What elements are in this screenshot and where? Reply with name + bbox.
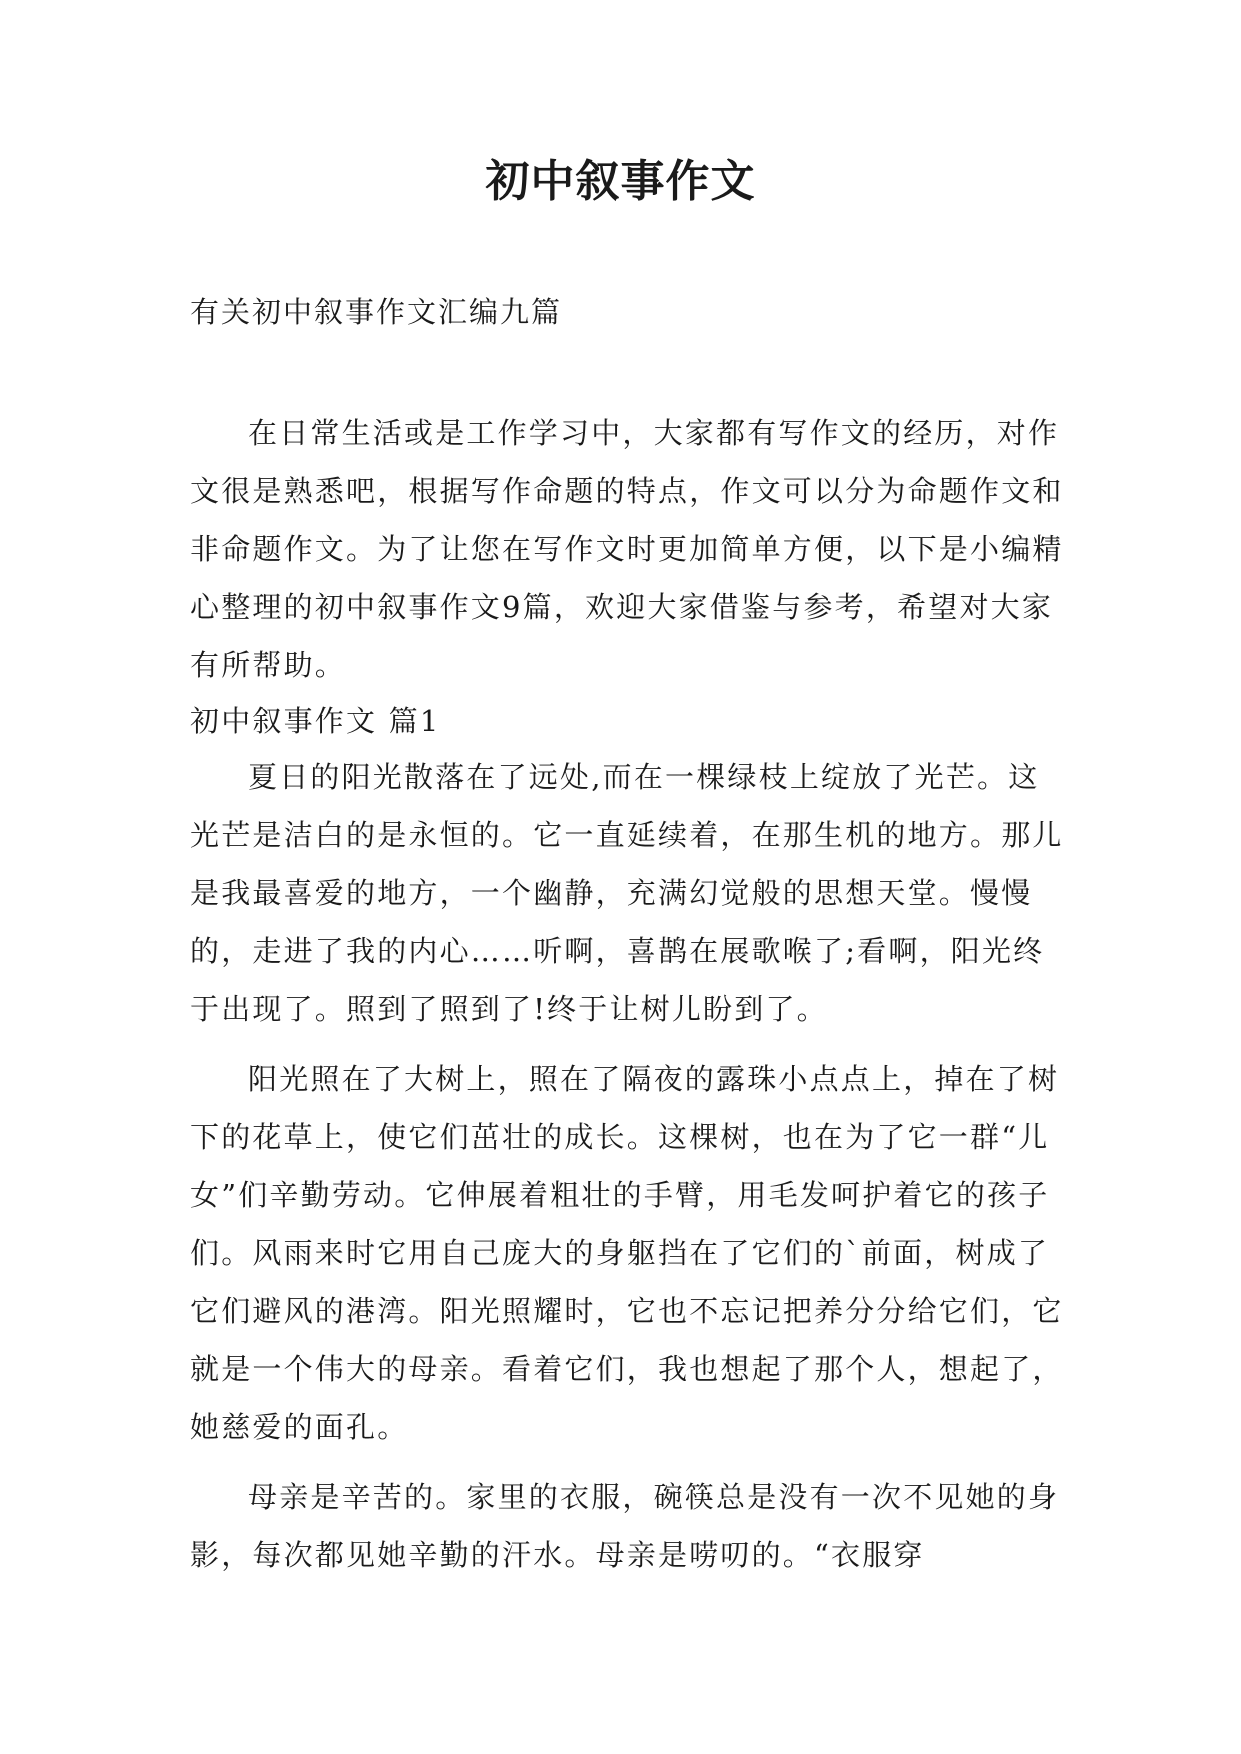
- document-body: [190, 404, 1070, 1584]
- section-heading: 初中叙事作文 篇1: [190, 704, 441, 738]
- body-paragraph-2: 阳光照在了大树上，照在了隔夜的露珠小点点上，掉在了树下的花草上，使它们茁壮的成长。这棵树，也在为了它一群“儿女”们辛勤劳动。它伸展着粗壮的手臂，用毛发呵护着它的孩子们。风雨来时它用自己庞大的身躯挡在了它们的`前面，树成了它们避风的港湾。阳光照耀时，它也不忘记把养分分给它们，它就是一个伟大的母亲。看着它们，我也想起了那个人，想起了，她慈爱的面孔。: [190, 1062, 1064, 1444]
- document-subtitle: 有关初中叙事作文汇编九篇: [190, 295, 563, 329]
- document-title: 初中叙事作文: [485, 156, 756, 207]
- body-paragraph-1: 夏日的阳光散落在了远处,而在一棵绿枝上绽放了光芒。这光芒是洁白的是永恒的。它一直延续着，在那生机的地方。那儿是我最喜爱的地方，一个幽静，充满幻觉般的思想天堂。慢慢的，走进了我的内心……听啊，喜鹊在展歌喉了;看啊，阳光终于出现了。照到了照到了!终于让树儿盼到了。: [190, 760, 1064, 1026]
- body-paragraph-3: 母亲是辛苦的。家里的衣服，碗筷总是没有一次不见她的身影，每次都见她辛勤的汗水。母亲是唠叨的。“衣服穿: [190, 1480, 1060, 1572]
- intro-paragraph: 在日常生活或是工作学习中，大家都有写作文的经历，对作文很是熟悉吧，根据写作命题的特点，作文可以分为命题作文和非命题作文。为了让您在写作文时更加简单方便，以下是小编精心整理的初中叙事作文9篇，欢迎大家借鉴与参考，希望对大家有所帮助。: [190, 416, 1064, 682]
